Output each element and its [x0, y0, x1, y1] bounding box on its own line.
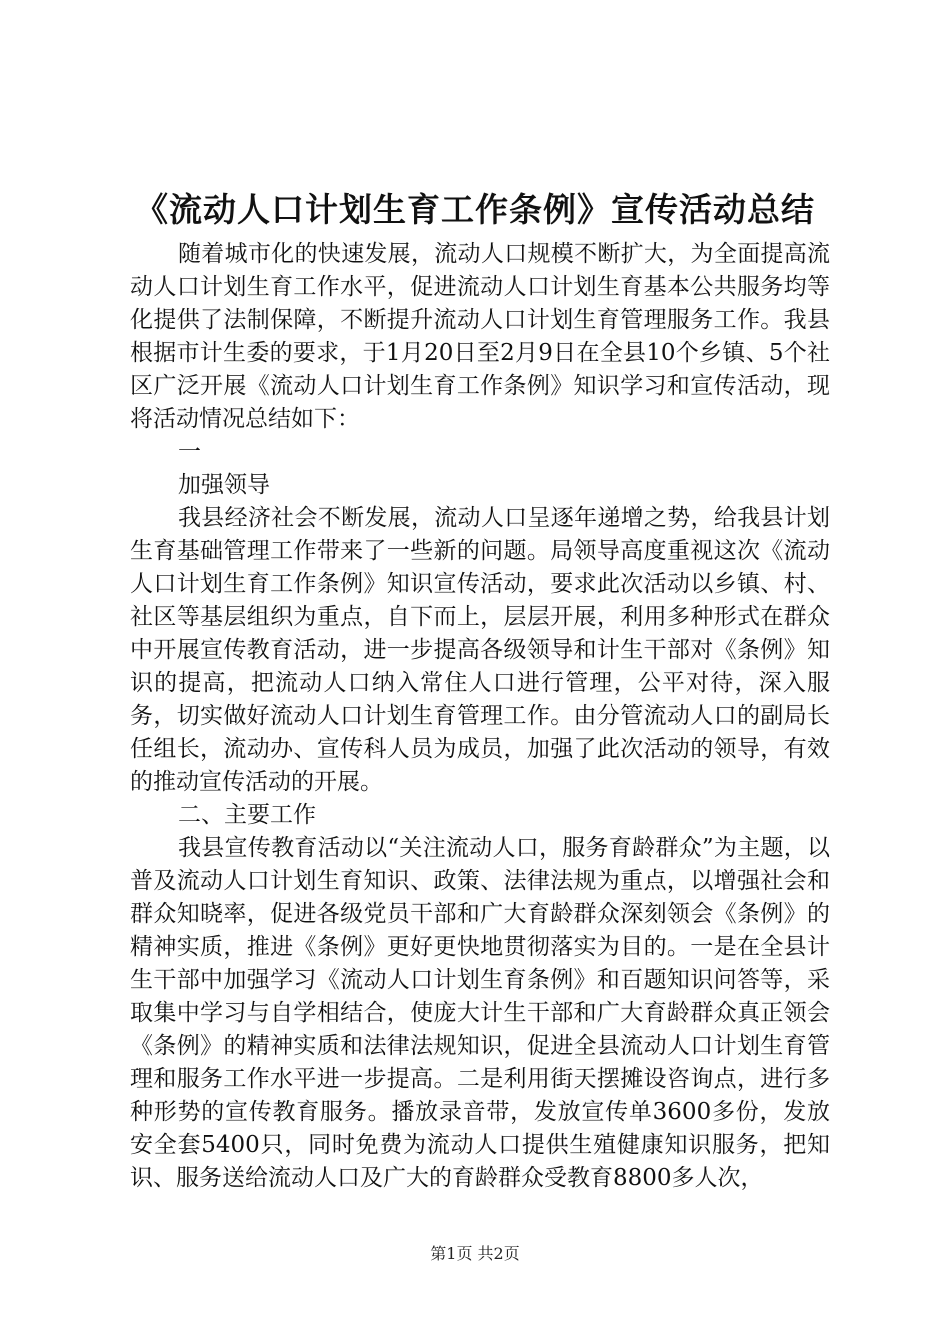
intro-paragraph: 随着城市化的快速发展，流动人口规模不断扩大，为全面提高流动人口计划生育工作水平，促进流动人口计划生育基本公共服务均等化提供了法制保障，不断提升流动人口计划生育管理服务工作。我县根据市计生委的要求，于1月20日至2月9日在全县10个乡镇、5个社区广泛开展《流动人口计划生育工作条例》知识学习和宣传活动，现将活动情况总结如下： [130, 241, 830, 432]
document-body [130, 238, 830, 1195]
page-number-footer: 第1页 共2页 [430, 1244, 520, 1263]
section-1-title: 加强领导 [178, 472, 270, 498]
section-1-paragraph: 我县经济社会不断发展，流动人口呈逐年递增之势，给我县计划生育基础管理工作带来了一些新的问题。局领导高度重视这次《流动人口计划生育工作条例》知识宣传活动，要求此次活动以乡镇、村、社区等基层组织为重点，自下而上，层层开展，利用多种形式在群众中开展宣传教育活动，进一步提高各级领导和计生干部对《条例》知识的提高，把流动人口纳入常住人口进行管理，公平对待，深入服务，切实做好流动人口计划生育管理工作。由分管流动人口的副局长任组长，流动办、宣传科人员为成员，加强了此次活动的领导，有效的推动宣传活动的开展。 [130, 505, 830, 795]
section-2-paragraph: 我县宣传教育活动以“关注流动人口，服务育龄群众”为主题，以普及流动人口计划生育知识、政策、法律法规为重点，以增强社会和群众知晓率，促进各级党员干部和广大育龄群众深刻领会《条例》的精神实质，推进《条例》更好更快地贯彻落实为目的。一是在全县计生干部中加强学习《流动人口计划生育条例》和百题知识问答等，采取集中学习与自学相结合，使庞大计生干部和广大育龄群众真正领会《条例》的精神实质和法律法规知识，促进全县流动人口计划生育管理和服务工作水平进一步提高。二是利用街天摆摊设咨询点，进行多种形势的宣传教育服务。播放录音带，发放宣传单3600多份，发放安全套5400只，同时免费为流动人口提供生殖健康知识服务，把知识、服务送给流动人口及广大的育龄群众受教育8800多人次， [130, 835, 830, 1191]
section-2-title: 二、主要工作 [178, 802, 316, 828]
section-1-number: 一 [178, 439, 201, 465]
document-title: 《流动人口计划生育工作条例》宣传活动总结 [135, 190, 815, 229]
